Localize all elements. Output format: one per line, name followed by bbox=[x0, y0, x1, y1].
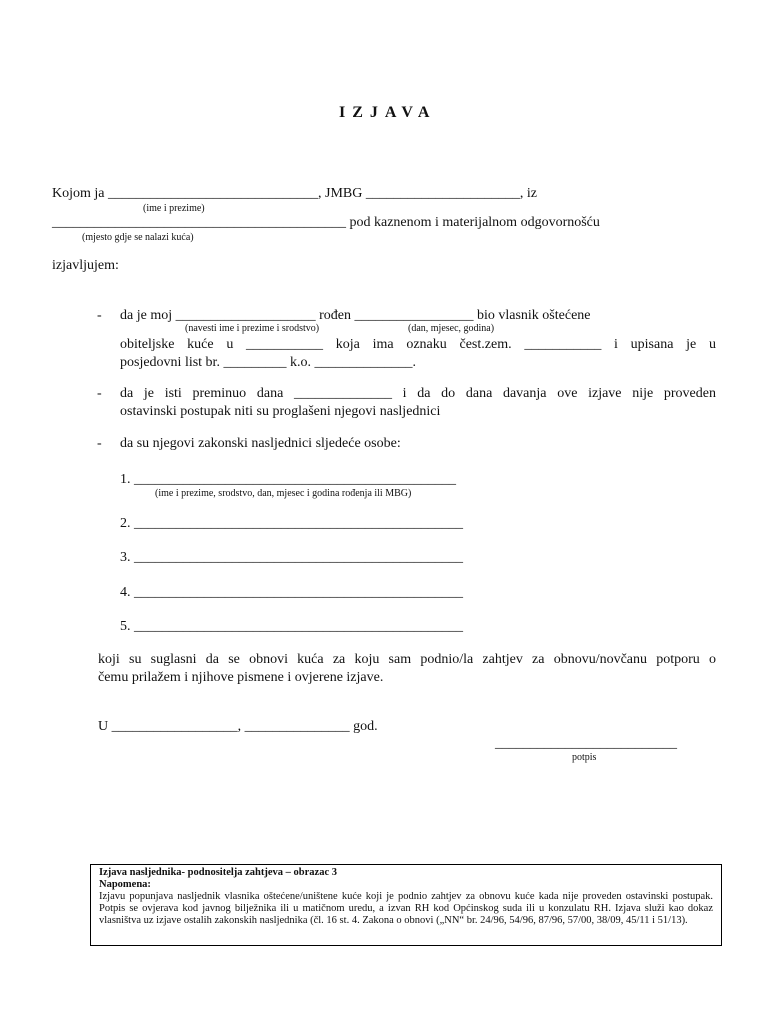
note-heading: Izjava nasljednika- podnositelja zahtjeva – obrazac 3 bbox=[99, 867, 337, 878]
heir-line-1: 1. ______________________________________________ bbox=[120, 472, 456, 487]
heir-line-2: 2. _______________________________________________ bbox=[120, 516, 463, 531]
note-text: Izjavu popunjava nasljednik vlasnika oštećene/uništene kuće koji je podnio zahtjev za obnovu kuće kada nije proveden ostavinski postupak. Potpis se ovjerava kod javnog bilježnika ili u matičnom uredu, a izvan RH kod Općinskog suda ili u konzulatu RH. Izjava služi kao dokaz vlasništva uz izjave ostalih zakonskih nasljednika (čl. 16 st. 4. Zakona o obnovi („NN“ br. 24/96, 54/96, 87/96, 57/00, 38/09, 45/11 i 51/13). bbox=[99, 891, 713, 926]
item1-line3: posjedovni list br. _________ k.o. ______________. bbox=[120, 355, 416, 370]
place-date-line: U __________________, _______________ god. bbox=[98, 719, 378, 734]
bullet-dash: - bbox=[97, 386, 102, 401]
note-box bbox=[90, 864, 722, 946]
signature-label: potpis bbox=[572, 752, 597, 763]
intro-line-location: __________________________________________ pod kaznenom i materijalnom odgovornošću bbox=[52, 215, 600, 230]
heir-line-3: 3. _______________________________________________ bbox=[120, 550, 463, 565]
item1-line1: da je moj ____________________ rođen _________________ bio vlasnik oštećene bbox=[120, 308, 591, 323]
bullet-dash: - bbox=[97, 436, 102, 451]
closing-line2: čemu prilažem i njihove pismene i ovjerene izjave. bbox=[98, 670, 384, 685]
heir-line-5: 5. _______________________________________________ bbox=[120, 619, 463, 634]
caption-relation: (navesti ime i prezime i srodstvo) bbox=[185, 323, 320, 334]
closing-line1: koji su suglasni da se obnovi kuća za koju sam podnio/la zahtjev za obnovu/novčanu potporu o bbox=[98, 652, 716, 667]
caption-birthdate: (dan, mjesec, godina) bbox=[408, 323, 495, 334]
intro-line-name: Kojom ja ______________________________, JMBG ______________________, iz bbox=[52, 186, 537, 201]
item2-line2: ostavinski postupak niti su proglašeni njegovi nasljednici bbox=[120, 404, 441, 419]
signature-line: __________________________ bbox=[495, 736, 677, 751]
document-title: IZJAVA bbox=[339, 104, 437, 121]
item1-line2: obiteljske kuće u ___________ koja ima oznaku čest.zem. ___________ i upisana je u bbox=[120, 337, 716, 352]
caption-name: (ime i prezime) bbox=[143, 203, 205, 214]
item3-line1: da su njegovi zakonski nasljednici sljedeće osobe: bbox=[120, 436, 401, 451]
item2-line1: da je isti preminuo dana ______________ i da do dana davanja ove izjave nije proveden bbox=[120, 386, 716, 401]
bullet-dash: - bbox=[97, 308, 102, 323]
heir-line-4: 4. _______________________________________________ bbox=[120, 585, 463, 600]
caption-heir: (ime i prezime, srodstvo, dan, mjesec i godina rođenja ili MBG) bbox=[155, 488, 412, 499]
note-label: Napomena: bbox=[99, 879, 151, 890]
intro-declare: izjavljujem: bbox=[52, 258, 119, 273]
caption-location: (mjesto gdje se nalazi kuća) bbox=[82, 232, 194, 243]
